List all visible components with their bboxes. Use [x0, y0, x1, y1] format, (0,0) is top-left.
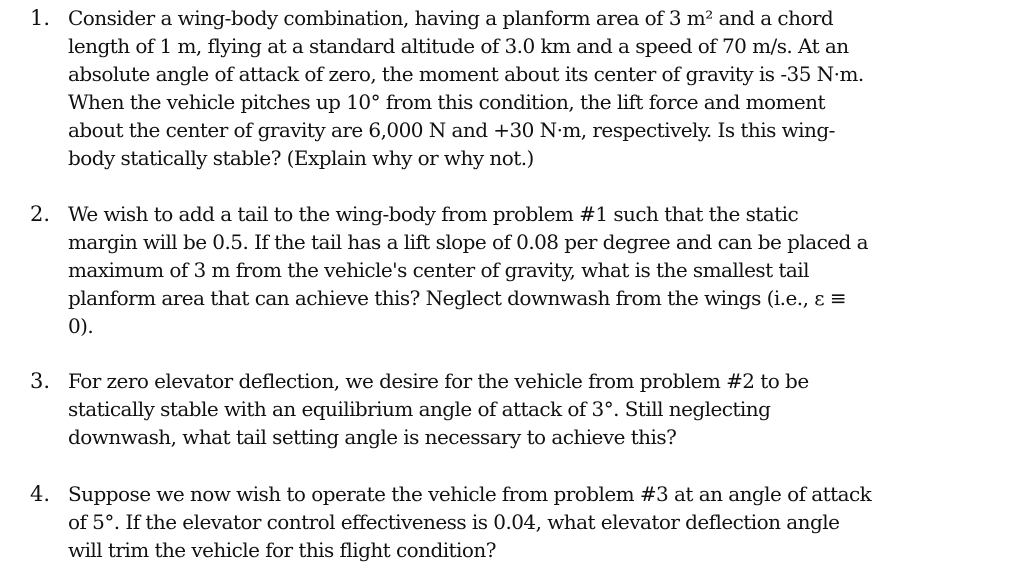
problem-text [68, 4, 928, 172]
text-line: body statically stable? (Explain why or why not.) [68, 146, 534, 170]
problem-number: 4. [30, 482, 51, 506]
problem-text [68, 480, 928, 564]
text-line: 0). [68, 314, 94, 338]
text-line: For zero elevator deflection, we desire for the vehicle from problem #2 to be [68, 369, 809, 393]
text-line: maximum of 3 m from the vehicle's center of gravity, what is the smallest tail [68, 258, 809, 282]
text-line: statically stable with an equilibrium angle of attack of 3°. Still neglecting [68, 397, 771, 421]
text-line: about the center of gravity are 6,000 N and +30 N·m, respectively. Is this wing- [68, 118, 835, 142]
text-line: of 5°. If the elevator control effectiveness is 0.04, what elevator deflection angle [68, 510, 840, 534]
text-line: planform area that can achieve this? Neglect downwash from the wings (i.e., ε ≡ [68, 286, 847, 310]
text-line: length of 1 m, flying at a standard altitude of 3.0 km and a speed of 70 m/s. At an [68, 34, 849, 58]
text-line: will trim the vehicle for this flight condition? [68, 538, 496, 562]
text-line: margin will be 0.5. If the tail has a lift slope of 0.08 per degree and can be placed a [68, 230, 868, 254]
text-line: When the vehicle pitches up 10° from this condition, the lift force and moment [68, 90, 825, 114]
text-line: We wish to add a tail to the wing-body from problem #1 such that the static [68, 202, 799, 226]
problem-text [68, 367, 928, 451]
problem-number: 2. [30, 202, 51, 226]
problem-number: 3. [30, 369, 51, 393]
text-line: downwash, what tail setting angle is necessary to achieve this? [68, 425, 677, 449]
problem-text [68, 200, 928, 340]
text-line: absolute angle of attack of zero, the moment about its center of gravity is -35 N·m. [68, 62, 864, 86]
text-line: Consider a wing-body combination, having a planform area of 3 m² and a chord [68, 6, 834, 30]
text-line: Suppose we now wish to operate the vehicle from problem #3 at an angle of attack [68, 482, 872, 506]
problem-number: 1. [30, 6, 51, 30]
